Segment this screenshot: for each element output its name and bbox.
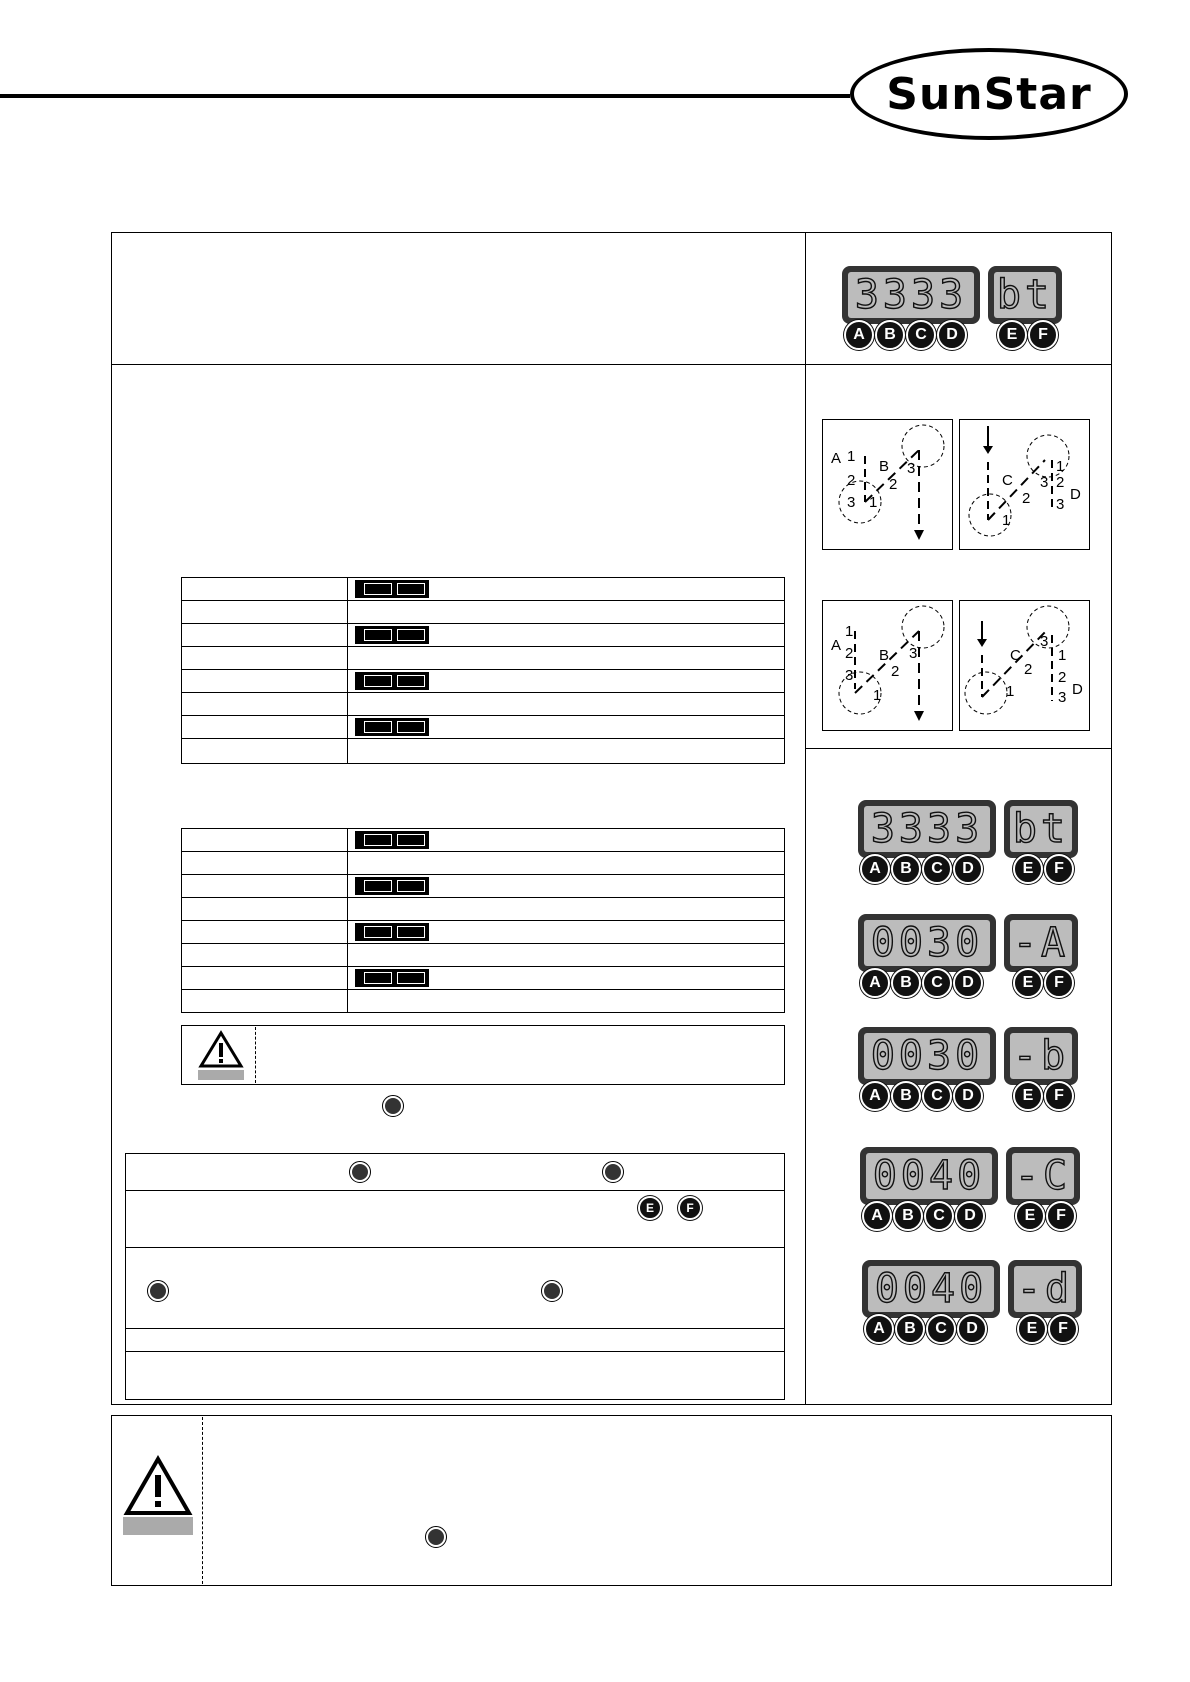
black-label-tag — [355, 626, 429, 644]
table-row — [182, 624, 785, 647]
diagram-label: C — [1002, 472, 1013, 489]
led-mode: -b — [1012, 1033, 1070, 1079]
table-row — [182, 852, 785, 875]
button-d[interactable]: D — [937, 320, 967, 350]
button-e[interactable]: E — [1013, 854, 1043, 884]
diagram-label: 1 — [1002, 512, 1011, 529]
diagram-label: A — [831, 450, 842, 467]
table-row — [182, 921, 785, 944]
stitch-diagram-2 — [959, 419, 1090, 550]
parameter-table-1 — [181, 577, 785, 764]
diagram-label: D — [1070, 486, 1081, 503]
button-e[interactable]: E — [1017, 1314, 1047, 1344]
diagram-label: 1 — [873, 687, 882, 704]
auto-button-icon[interactable] — [602, 1161, 624, 1183]
table-row — [182, 875, 785, 898]
diagram-label: 2 — [1024, 661, 1033, 678]
led-digits: 0040 — [872, 1153, 986, 1199]
diagram-label: 1 — [847, 448, 856, 465]
diagram-label: 1 — [1056, 458, 1065, 475]
led-digits: 3333 — [870, 806, 984, 852]
button-c[interactable]: C — [922, 968, 952, 998]
button-e[interactable]: E — [1013, 968, 1043, 998]
diagram-label: 1 — [1006, 683, 1015, 700]
button-d[interactable]: D — [955, 1201, 985, 1231]
steps-divider — [125, 1247, 785, 1248]
button-e[interactable]: E — [1013, 1081, 1043, 1111]
stitch-diagram-4 — [959, 600, 1090, 731]
button-a[interactable]: A — [864, 1314, 894, 1344]
led-mode: -A — [1012, 920, 1070, 966]
caution-divider — [255, 1027, 256, 1083]
button-d[interactable]: D — [953, 968, 983, 998]
button-c[interactable]: C — [922, 1081, 952, 1111]
table-row — [182, 693, 785, 716]
button-b[interactable]: B — [891, 1081, 921, 1111]
steps-divider — [125, 1351, 785, 1352]
parameter-table-2 — [181, 828, 785, 1013]
diagram-label: 3 — [907, 460, 916, 477]
enter-button-icon[interactable] — [147, 1280, 169, 1302]
button-d[interactable]: D — [953, 854, 983, 884]
table-row — [182, 944, 785, 967]
prog-button-icon[interactable] — [541, 1280, 563, 1302]
button-e[interactable]: E — [997, 320, 1027, 350]
diagram-label: 1 — [845, 623, 854, 640]
diagram-label: 3 — [1056, 496, 1065, 513]
diagram-label: B — [879, 458, 890, 475]
diagram-label: 2 — [891, 663, 900, 680]
button-c[interactable]: C — [924, 1201, 954, 1231]
button-d[interactable]: D — [953, 1081, 983, 1111]
diagram-label: 3 — [909, 645, 918, 662]
button-a[interactable]: A — [844, 320, 874, 350]
table-row — [182, 601, 785, 624]
diagram-label: 2 — [1056, 474, 1065, 491]
led-digits: 0040 — [874, 1266, 988, 1312]
warning-triangle-icon — [198, 1030, 244, 1080]
led-digits: 0030 — [870, 920, 984, 966]
logo-text: SunStar — [886, 68, 1092, 120]
black-label-tag — [355, 969, 429, 987]
button-f[interactable]: F — [1044, 1081, 1074, 1111]
table-row — [182, 967, 785, 990]
column-divider — [805, 232, 806, 1405]
button-e[interactable]: E — [1015, 1201, 1045, 1231]
sunstar-logo — [850, 48, 1128, 140]
black-label-tag — [355, 831, 429, 849]
button-b[interactable]: B — [891, 854, 921, 884]
diagram-label: B — [879, 647, 890, 664]
button-c[interactable]: C — [926, 1314, 956, 1344]
led-mode: -C — [1014, 1153, 1072, 1199]
diagram-label: 2 — [1022, 490, 1031, 507]
table-row — [182, 670, 785, 693]
button-b[interactable]: B — [893, 1201, 923, 1231]
diagram-label: C — [1010, 647, 1021, 664]
led-digits: 3333 — [854, 272, 968, 318]
diagram-label: D — [1072, 681, 1083, 698]
button-b[interactable]: B — [895, 1314, 925, 1344]
button-c[interactable]: C — [906, 320, 936, 350]
steps-divider — [125, 1190, 785, 1191]
table-row — [182, 716, 785, 739]
button-f[interactable]: F — [1046, 1201, 1076, 1231]
enter-button-icon[interactable] — [425, 1526, 447, 1548]
button-f[interactable]: F — [1044, 854, 1074, 884]
header-rule — [0, 94, 850, 98]
table-row — [182, 739, 785, 764]
table-row — [182, 990, 785, 1013]
button-c[interactable]: C — [922, 854, 952, 884]
button-a[interactable]: A — [860, 854, 890, 884]
row-divider-2 — [805, 748, 1112, 749]
diagram-label: 1 — [1058, 647, 1067, 664]
led-mode: bt — [996, 272, 1054, 318]
f-button-icon[interactable]: F — [678, 1196, 702, 1220]
steps-divider — [125, 1328, 785, 1329]
e-button-icon[interactable]: E — [638, 1196, 662, 1220]
button-a[interactable]: A — [862, 1201, 892, 1231]
table-row — [182, 898, 785, 921]
warning-triangle-icon — [123, 1455, 193, 1535]
button-d[interactable]: D — [957, 1314, 987, 1344]
diagram-label: A — [831, 637, 842, 654]
diagram-label: 2 — [845, 645, 854, 662]
button-f[interactable]: F — [1048, 1314, 1078, 1344]
prog-button-icon[interactable] — [349, 1161, 371, 1183]
button-f[interactable]: F — [1028, 320, 1058, 350]
table-row — [182, 829, 785, 852]
caution-box-bottom — [111, 1415, 1112, 1586]
diagram-label: 2 — [1058, 669, 1067, 686]
diagram-label: 3 — [845, 667, 854, 684]
diagram-label: 3 — [1058, 689, 1067, 706]
stitch-diagram-1 — [822, 419, 953, 550]
black-label-tag — [355, 672, 429, 690]
black-label-tag — [355, 877, 429, 895]
diagram-label: 2 — [847, 472, 856, 489]
button-b[interactable]: B — [891, 968, 921, 998]
enter-button-icon[interactable] — [382, 1095, 404, 1117]
caution-divider — [202, 1417, 203, 1584]
diagram-label: 1 — [869, 494, 878, 511]
led-digits: 0030 — [870, 1033, 984, 1079]
button-a[interactable]: A — [860, 1081, 890, 1111]
diagram-label: 2 — [889, 476, 898, 493]
black-label-tag — [355, 580, 429, 598]
table-row — [182, 578, 785, 601]
stitch-diagram-3 — [822, 600, 953, 731]
led-mode: -d — [1016, 1266, 1074, 1312]
black-label-tag — [355, 923, 429, 941]
button-f[interactable]: F — [1044, 968, 1074, 998]
button-b[interactable]: B — [875, 320, 905, 350]
diagram-label: 3 — [1040, 633, 1049, 650]
table-row — [182, 647, 785, 670]
caution-box-inner — [181, 1025, 785, 1085]
row-divider-1 — [111, 364, 1112, 365]
button-a[interactable]: A — [860, 968, 890, 998]
diagram-label: 3 — [1040, 474, 1049, 491]
diagram-label: 3 — [847, 494, 856, 511]
led-mode: bt — [1012, 806, 1070, 852]
black-label-tag — [355, 718, 429, 736]
